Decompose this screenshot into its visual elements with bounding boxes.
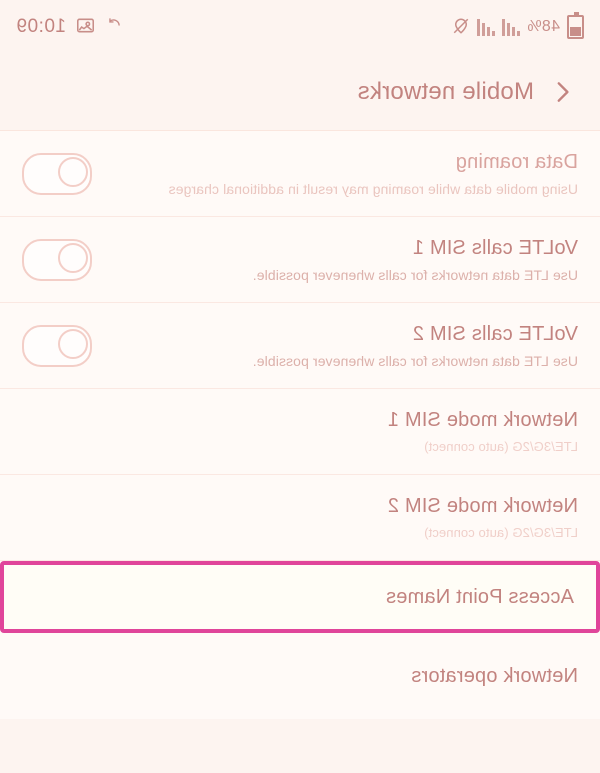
toggle-volte-sim-2[interactable]: [22, 325, 92, 367]
chevron-back-icon[interactable]: [542, 72, 582, 112]
row-title: VoLTE calls SIM 1: [412, 236, 578, 259]
toggle-knob: [58, 157, 88, 187]
status-bar-right: [16, 16, 122, 38]
battery-icon: [567, 15, 584, 39]
clock-label: 10:09: [16, 16, 67, 37]
row-title: Access Point Names: [385, 585, 574, 608]
status-bar: [0, 0, 600, 54]
row-title: Network operators: [411, 664, 578, 687]
row-subtitle: Using mobile data while roaming may result in additional charges: [168, 180, 578, 197]
list-item-network-operators[interactable]: [0, 633, 600, 719]
list-item-data-roaming[interactable]: [0, 131, 600, 217]
screenshot-icon: [76, 17, 95, 37]
location-off-icon: [452, 17, 470, 38]
row-title: VoLTE calls SIM 2: [412, 322, 578, 345]
page-header: [0, 54, 600, 130]
battery-percent-label: 48%: [527, 18, 560, 35]
page-title: Mobile networks: [357, 78, 534, 105]
row-subtitle: LTE/3G/2G (auto connect): [424, 439, 578, 454]
toggle-knob: [58, 243, 88, 273]
list-item-network-mode-sim-1[interactable]: [0, 389, 600, 475]
row-title: Data roaming: [455, 150, 578, 173]
signal-bars-icon: [502, 18, 520, 36]
settings-list: [0, 130, 600, 719]
row-text-block: [22, 393, 578, 470]
row-subtitle: Use LTE data networks for calls whenever possible.: [252, 352, 578, 369]
row-text-block: [22, 479, 578, 556]
row-title: Network mode SIM 2: [387, 495, 578, 517]
toggle-knob: [58, 329, 88, 359]
row-text-block: [22, 649, 578, 704]
list-item-volte-calls-sim-1[interactable]: [0, 217, 600, 303]
toggle-volte-sim-1[interactable]: [22, 239, 92, 281]
row-text-block: [26, 570, 574, 625]
list-item-network-mode-sim-2[interactable]: [0, 475, 600, 561]
rotate-icon: [105, 17, 122, 37]
row-text-block: [106, 221, 578, 299]
list-item-volte-calls-sim-2[interactable]: [0, 303, 600, 389]
row-text-block: [106, 135, 578, 213]
status-bar-left: [452, 15, 584, 39]
list-item-access-point-names[interactable]: [0, 561, 600, 633]
row-subtitle: Use LTE data networks for calls whenever possible.: [252, 266, 578, 283]
signal-bars-icon-2: [477, 18, 495, 36]
row-text-block: [106, 307, 578, 385]
bottom-spacer: [0, 719, 600, 773]
row-subtitle: LTE/3G/2G (auto connect): [424, 525, 578, 540]
toggle-data-roaming[interactable]: [22, 153, 92, 195]
row-title: Network mode SIM 1: [387, 409, 578, 431]
